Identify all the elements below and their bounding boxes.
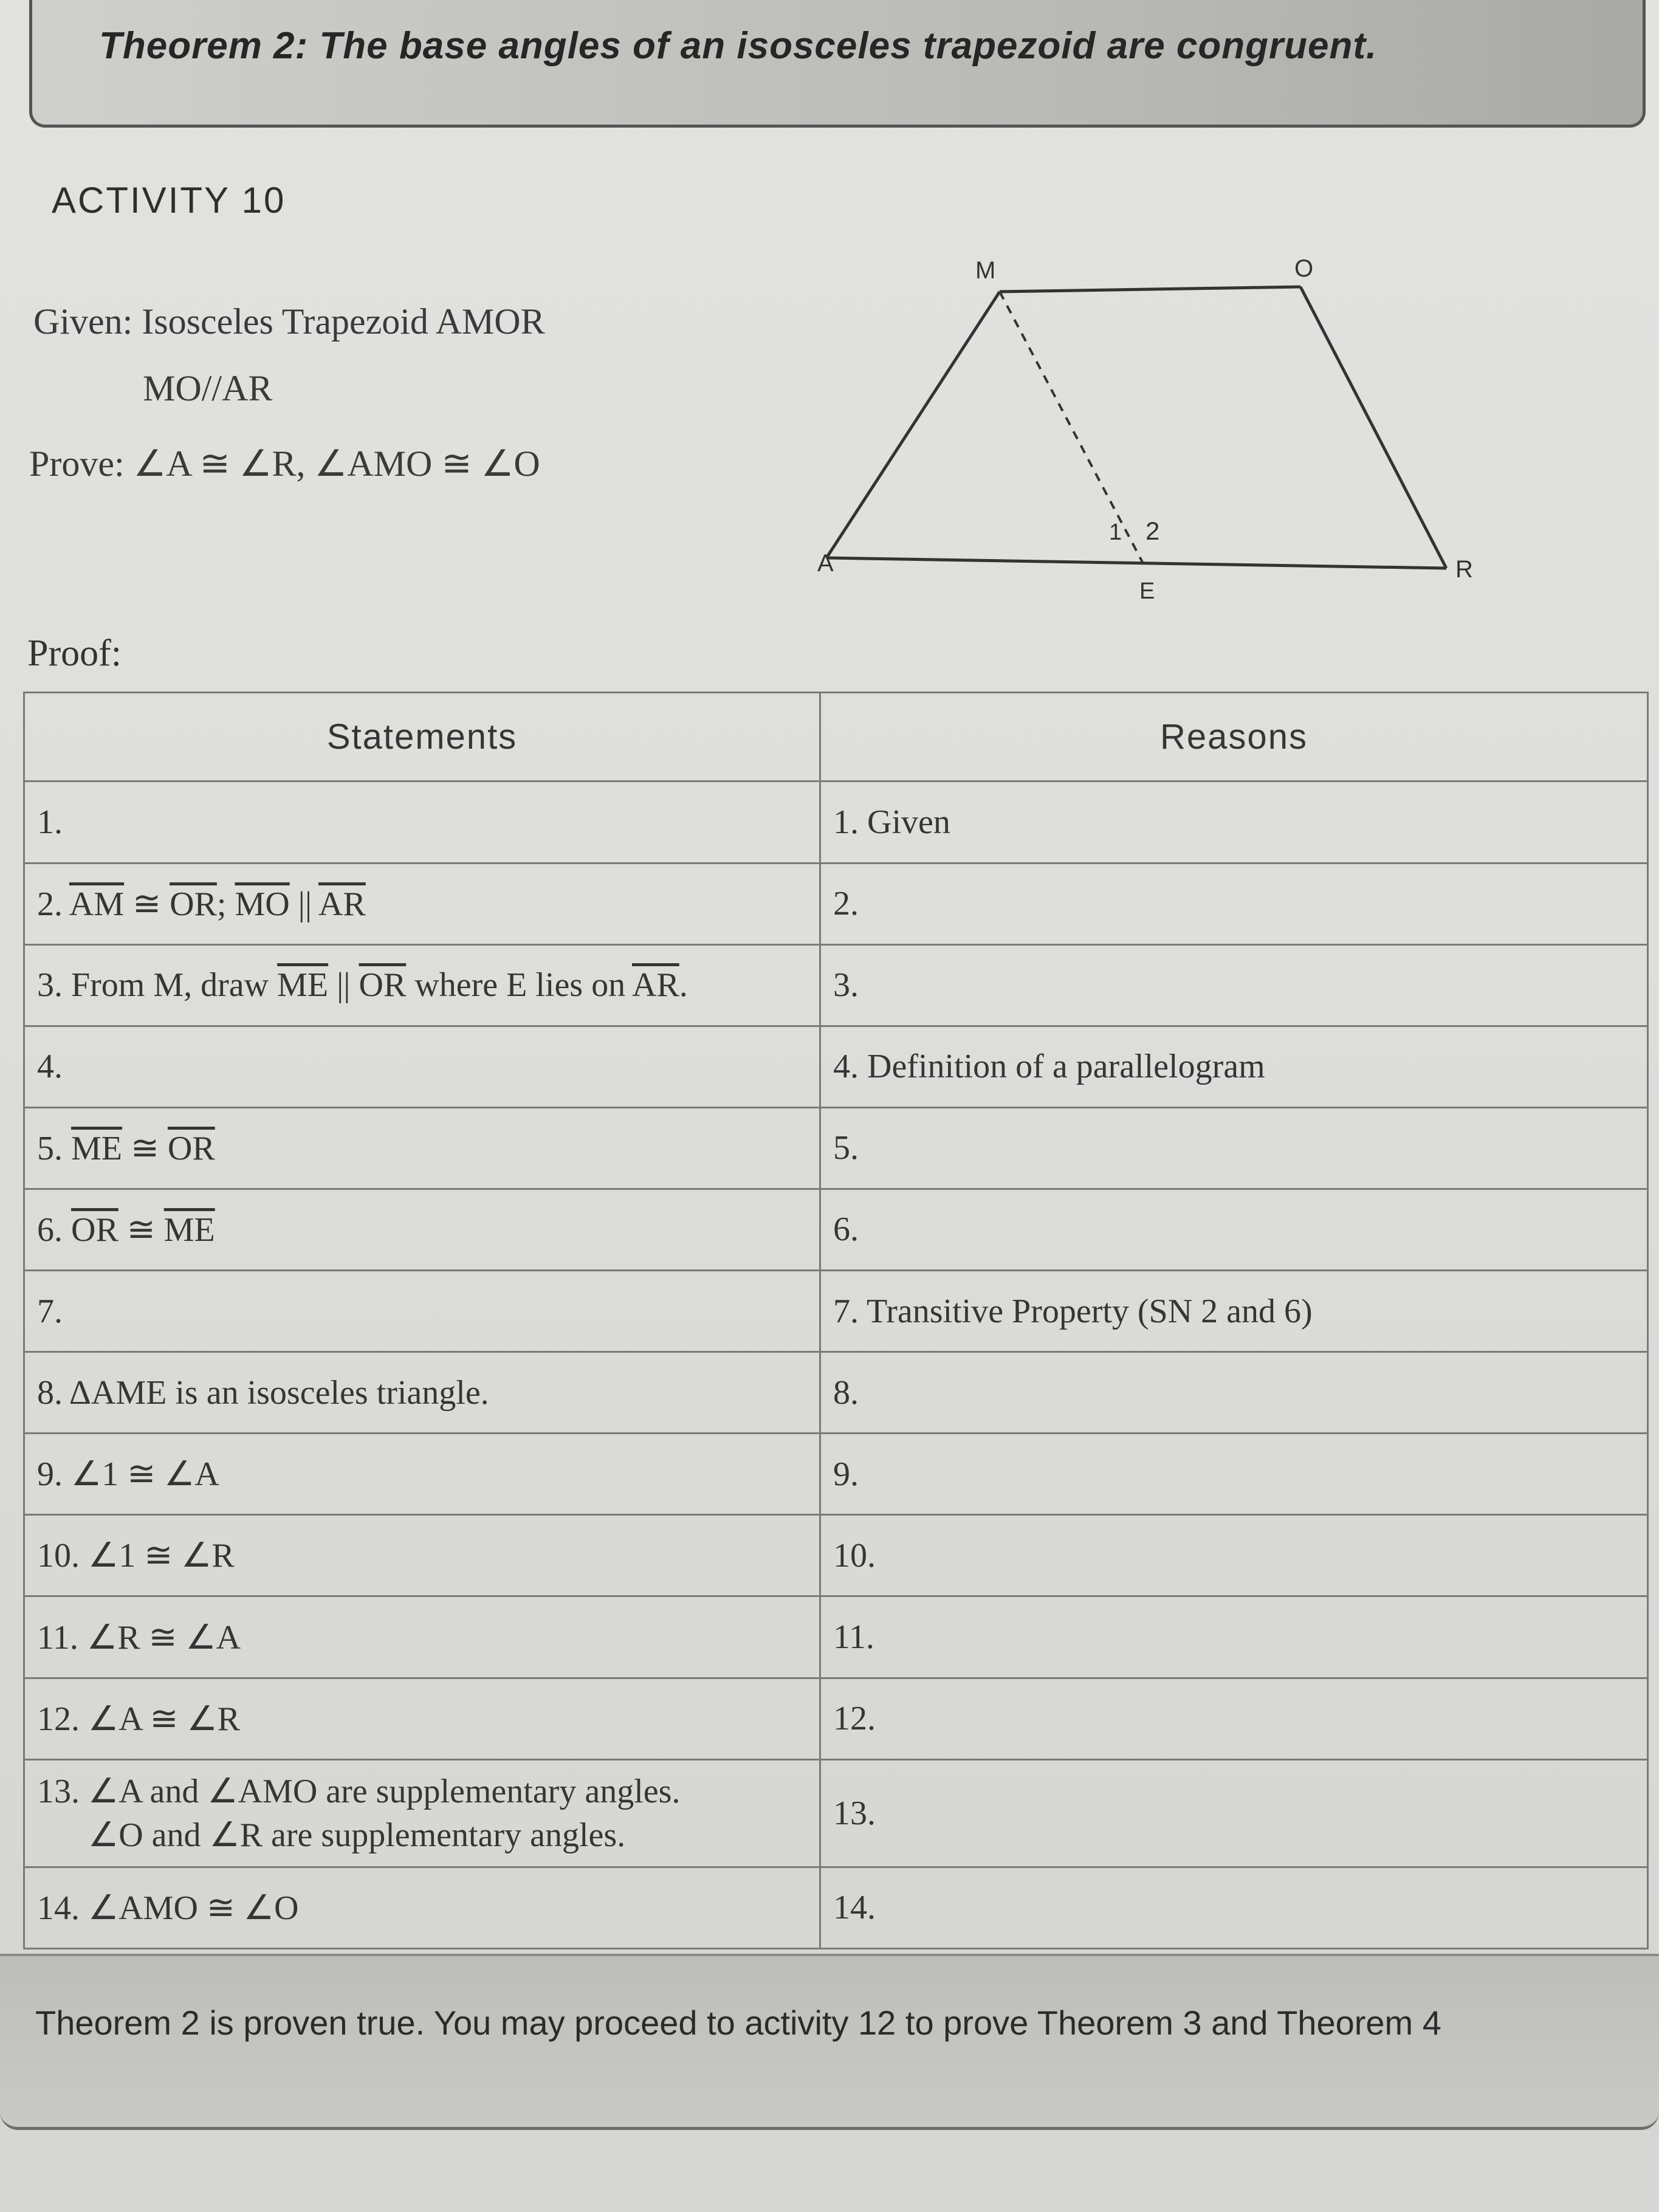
segment: $\overline{OR}$ — [167, 1129, 215, 1167]
statement-number: 2. — [37, 885, 63, 923]
statement-text: ∠A ≅ ∠R — [88, 1700, 241, 1738]
reason-cell: 13. — [820, 1759, 1648, 1867]
statement-cell — [24, 1515, 820, 1596]
table-row — [24, 781, 1648, 863]
statement-text: ∠AMO ≅ ∠O — [88, 1889, 299, 1927]
reason-cell: 8. — [820, 1352, 1648, 1434]
statement-text: ∠1 ≅ ∠R — [88, 1537, 235, 1575]
reason-cell: 10. — [820, 1515, 1648, 1596]
statement-cell — [24, 1678, 820, 1759]
given-statement: Given: Isosceles Trapezoid AMOR — [33, 301, 545, 342]
theorem-banner — [29, 0, 1646, 128]
statement-text-line2: ∠O and ∠R are supplementary angles. — [88, 1816, 626, 1854]
reasons-header: Reasons — [820, 693, 1648, 781]
statements-header: Statements — [24, 693, 820, 781]
statement-text: From M, draw — [71, 966, 278, 1005]
theorem-text: Theorem 2: The base angles of an isosceles trapezoid are congruent. — [99, 25, 1378, 67]
statement-number: 5. — [37, 1129, 63, 1167]
label-r: R — [1455, 556, 1473, 583]
statement-cell — [24, 1352, 820, 1434]
statement-cell — [24, 1434, 820, 1515]
segment: $\overline{ME}$ — [163, 1211, 215, 1249]
table-row — [24, 944, 1648, 1026]
statement-number: 12. — [37, 1700, 80, 1738]
reason-cell: 5. — [820, 1107, 1648, 1189]
reason-cell: 2. — [820, 863, 1648, 944]
given-parallel: MO//AR — [143, 368, 273, 408]
proof-label: Proof: — [27, 633, 122, 674]
statement-cell — [24, 1759, 820, 1867]
statement-cell — [24, 1867, 820, 1948]
label-a: A — [817, 550, 834, 577]
statement-number: 10. — [37, 1537, 80, 1575]
prove-statement: Prove: ∠A ≅ ∠R, ∠AMO ≅ ∠O — [29, 444, 540, 484]
statement-cell — [24, 781, 820, 863]
segment: $\overline{OR}$ — [170, 885, 217, 923]
statement-text: ∠A and ∠AMO are supplementary angles. — [88, 1772, 681, 1810]
table-row — [24, 863, 1648, 944]
trapezoid-diagram — [790, 243, 1653, 620]
statement-number: 14. — [37, 1889, 80, 1927]
table-row — [24, 1434, 1648, 1515]
reason-cell: 14. — [820, 1867, 1648, 1948]
statement-number: 6. — [37, 1211, 63, 1249]
statement-number: 13. — [37, 1772, 80, 1810]
relation: ≅ — [118, 1211, 164, 1249]
reason-cell: 3. — [820, 944, 1648, 1026]
reason-cell: 1. Given — [820, 781, 1648, 863]
label-angle-1: 1 — [1109, 520, 1122, 545]
page-bottom-edge — [0, 2130, 1659, 2212]
statement-number: 4. — [37, 1048, 63, 1086]
statement-number: 9. — [37, 1455, 63, 1494]
statement-number: 3. — [37, 966, 63, 1005]
footer-text: Theorem 2 is proven true. You may proceed to activity 12 to prove Theorem 3 and Theorem 4 — [35, 2004, 1441, 2042]
label-e: E — [1139, 579, 1155, 604]
segment: $\overline{OR}$ — [71, 1211, 118, 1249]
table-row — [24, 1107, 1648, 1189]
relation: ≅ — [122, 1129, 168, 1167]
statement-text: ∠1 ≅ ∠A — [71, 1455, 219, 1494]
segment: $\overline{MO}$ — [235, 885, 290, 923]
segment: $\overline{ME}$ — [71, 1129, 122, 1167]
table-row — [24, 1759, 1648, 1867]
relation: || — [289, 885, 319, 923]
table-row — [24, 1678, 1648, 1759]
statement-number: 1. — [37, 803, 63, 841]
statement-number: 11. — [37, 1618, 78, 1657]
proof-table — [23, 692, 1649, 1949]
table-row — [24, 1867, 1648, 1948]
top-mo — [1000, 287, 1300, 292]
segment: $\overline{AR}$ — [318, 885, 366, 923]
reason-cell: 9. — [820, 1434, 1648, 1515]
statement-number: 7. — [37, 1292, 63, 1330]
table-row — [24, 1271, 1648, 1352]
reason-cell: 12. — [820, 1678, 1648, 1759]
separator: ; — [216, 885, 235, 923]
label-m: M — [975, 257, 996, 284]
statement-cell — [24, 1189, 820, 1270]
reason-cell: 4. Definition of a parallelogram — [820, 1026, 1648, 1107]
statement-cell — [24, 863, 820, 944]
statement-text: . — [679, 966, 688, 1005]
base-ar — [826, 558, 1446, 568]
statement-text: ΔAME is an isosceles triangle. — [69, 1373, 489, 1412]
table-row — [24, 1189, 1648, 1270]
segment: $\overline{AR}$ — [632, 966, 679, 1005]
table-row — [24, 1596, 1648, 1678]
label-angle-2: 2 — [1146, 517, 1160, 545]
statement-cell — [24, 1026, 820, 1107]
table-row — [24, 1026, 1648, 1107]
statement-cell — [24, 1107, 820, 1189]
label-o: O — [1294, 255, 1314, 282]
table-row — [24, 1515, 1648, 1596]
segment: $\overline{OR}$ — [359, 966, 407, 1005]
relation: ≅ — [124, 885, 170, 923]
leg-or — [1300, 287, 1446, 568]
statement-number: 8. — [37, 1373, 63, 1412]
activity-title: ACTIVITY 10 — [52, 180, 286, 221]
relation: || — [328, 966, 359, 1005]
statement-cell — [24, 1596, 820, 1678]
segment: $\overline{AM}$ — [69, 885, 125, 923]
segment: $\overline{ME}$ — [277, 966, 329, 1005]
statement-cell — [24, 1271, 820, 1352]
statement-text: ∠R ≅ ∠A — [86, 1618, 241, 1657]
reason-cell: 6. — [820, 1189, 1648, 1270]
reason-cell: 7. Transitive Property (SN 2 and 6) — [820, 1271, 1648, 1352]
footer-banner — [0, 1954, 1659, 2130]
statement-cell — [24, 944, 820, 1026]
table-row — [24, 1352, 1648, 1434]
reason-cell: 11. — [820, 1596, 1648, 1678]
leg-am — [826, 292, 1000, 558]
statement-text: where E lies on — [406, 966, 632, 1005]
table-header-row — [24, 693, 1648, 781]
